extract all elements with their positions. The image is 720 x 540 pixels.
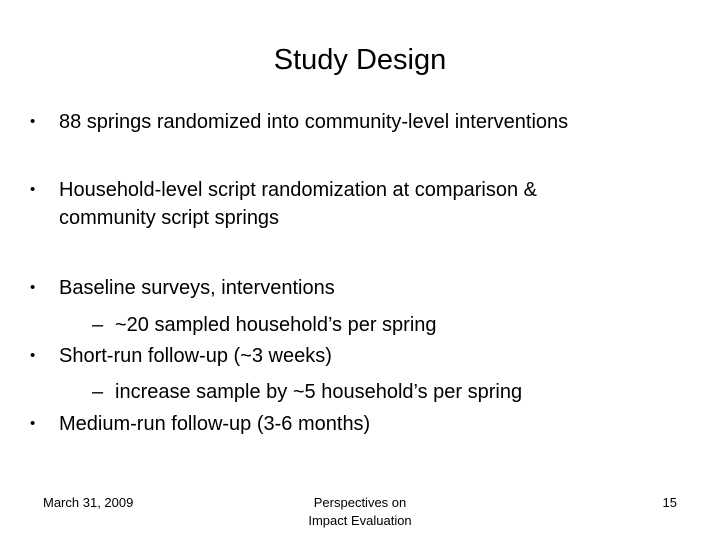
slide-title: Study Design xyxy=(273,44,447,76)
footer-title xyxy=(260,494,460,530)
bullet-line: Household-level script randomization at comparison & xyxy=(59,179,538,201)
bullet-text xyxy=(59,274,335,302)
bullet-icon: • xyxy=(30,181,36,198)
bullet-line: Short-run follow-up (~3 weeks) xyxy=(59,345,332,367)
footer-title-line: Perspectives on xyxy=(313,495,407,510)
bullet-icon: • xyxy=(30,279,36,296)
sub-bullet-text: increase sample by ~5 household’s per spring xyxy=(115,381,523,403)
bullet-icon: • xyxy=(30,347,36,364)
bullet-line: Baseline surveys, interventions xyxy=(59,277,335,299)
bullet-icon: • xyxy=(30,113,36,130)
bullet-text xyxy=(59,410,370,438)
sub-bullet-text: ~20 sampled household’s per spring xyxy=(115,314,437,336)
bullet-line: Medium-run follow-up (3-6 months) xyxy=(59,413,371,435)
page-number: 15 xyxy=(662,495,677,510)
bullet-icon: • xyxy=(30,415,36,432)
bullet-line: community script springs xyxy=(59,207,280,229)
footer-title-line: Impact Evaluation xyxy=(308,513,412,528)
bullet-text xyxy=(59,176,537,232)
bullet-line: 88 springs randomized into community-level interventions xyxy=(59,111,569,133)
dash-icon: – xyxy=(92,314,104,336)
footer-date: March 31, 2009 xyxy=(43,495,134,510)
bullet-text xyxy=(59,342,332,370)
dash-icon: – xyxy=(92,381,104,403)
bullet-text xyxy=(59,108,568,136)
